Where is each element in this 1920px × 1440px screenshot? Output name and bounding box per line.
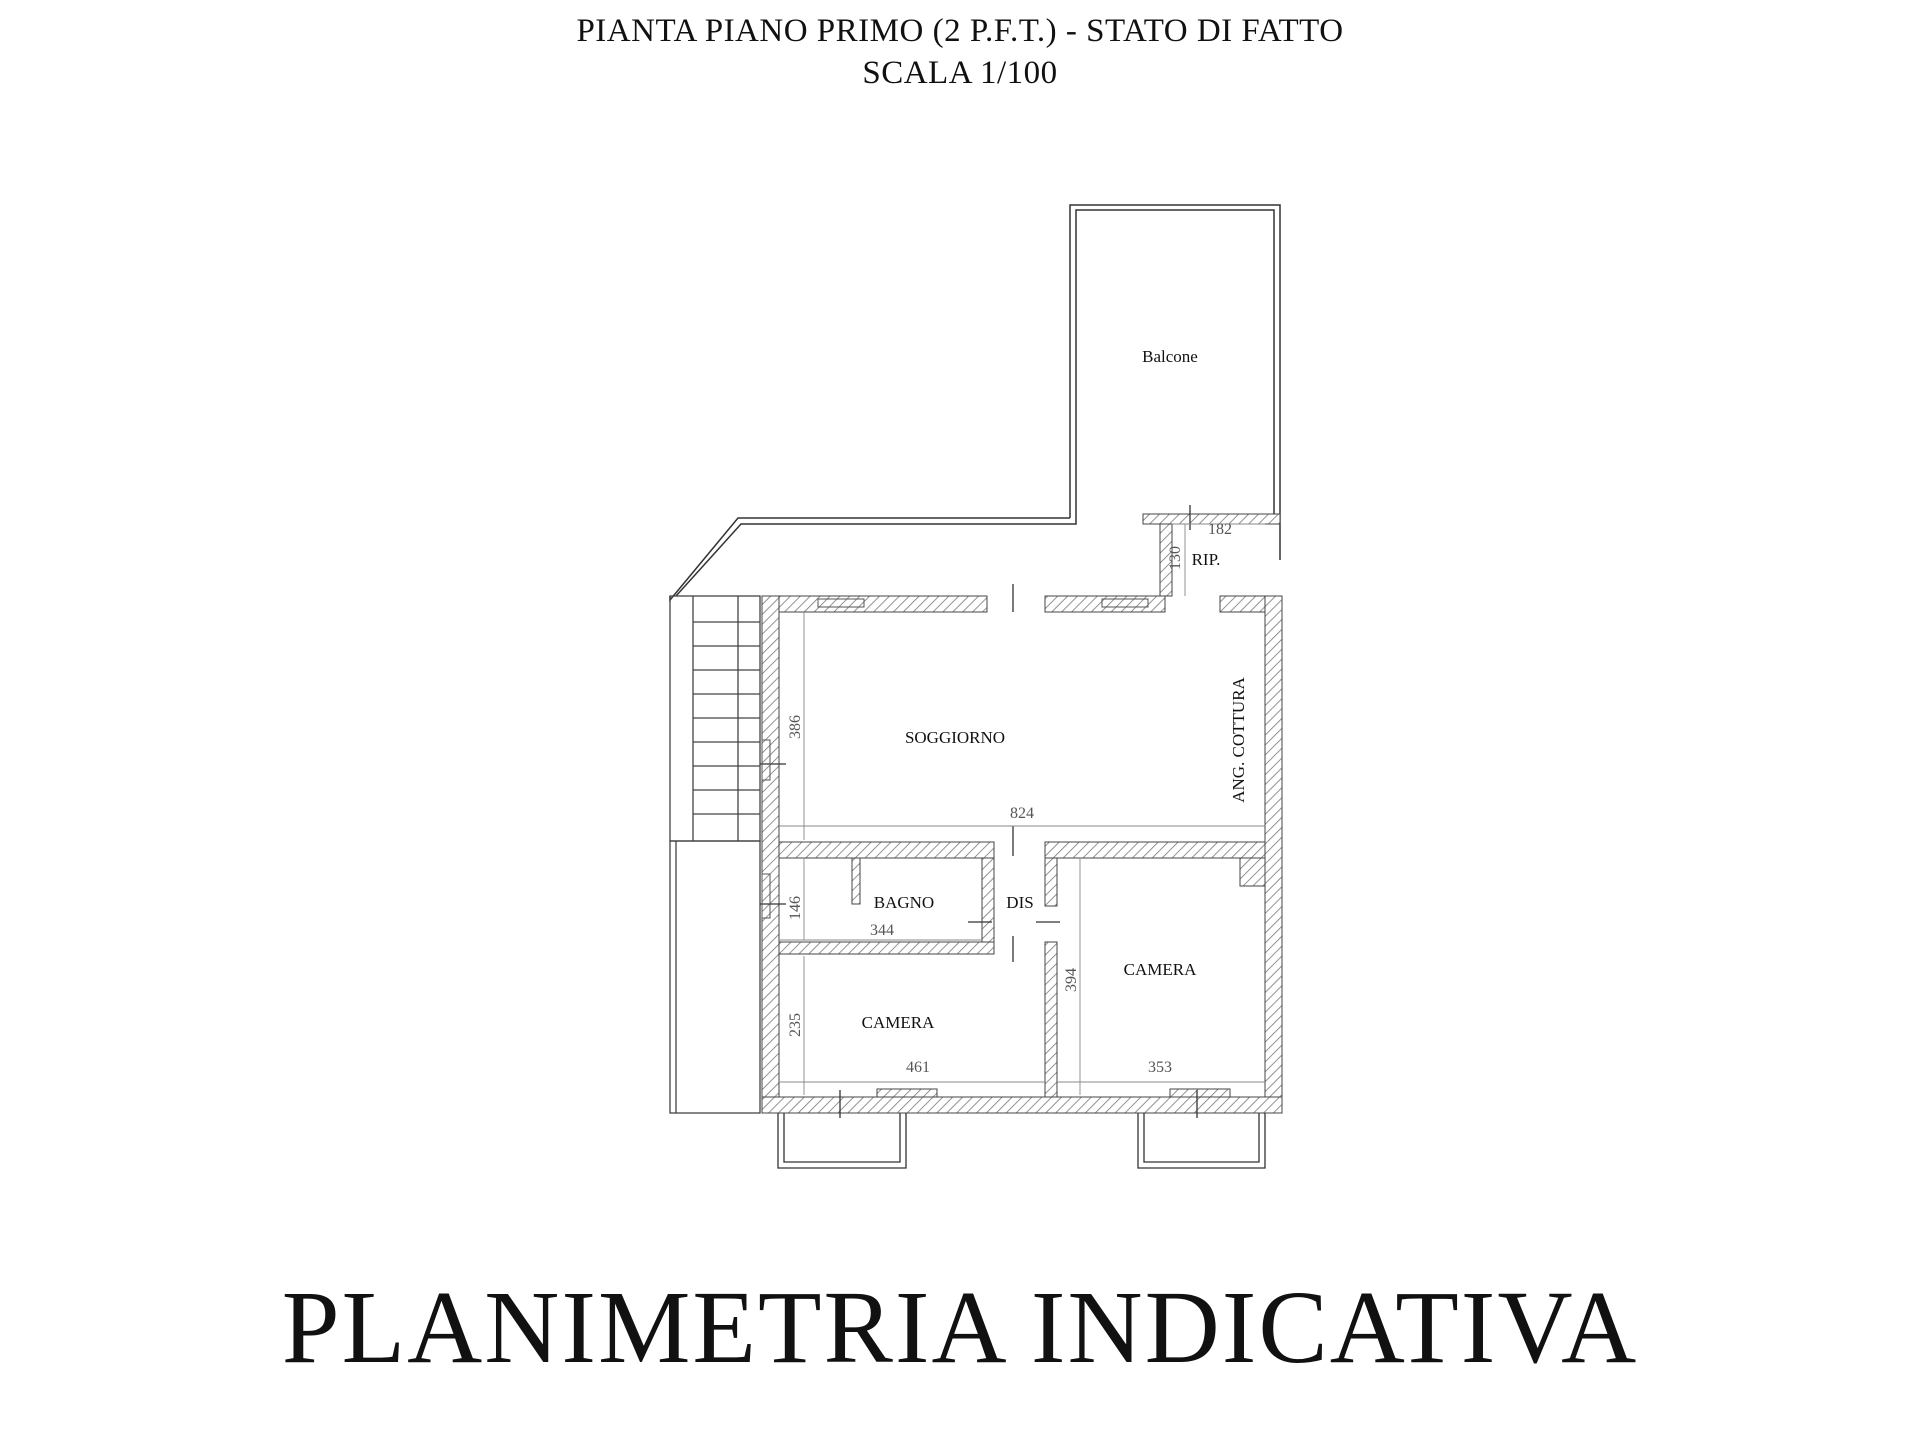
room-label-kitchen: ANG. COTTURA: [1229, 677, 1248, 803]
room-label-bedroom-right: CAMERA: [1123, 960, 1197, 979]
room-label-balcony: Balcone: [1142, 347, 1198, 366]
dim-bed-right-depth: 394: [1063, 968, 1080, 992]
footer-title: PLANIMETRIA INDICATIVA: [281, 1270, 1639, 1385]
staircase: [670, 596, 760, 1113]
dim-bed-left-width: 461: [906, 1059, 930, 1076]
room-label-bath: BAGNO: [873, 893, 935, 912]
drawing-title: PIANTA PIANO PRIMO (2 P.F.T.) - STATO DI FATTO: [576, 13, 1344, 49]
front-balconies: [778, 1113, 1265, 1168]
balcony-outline: [670, 205, 1280, 600]
room-label-living: SOGGIORNO: [904, 728, 1006, 747]
room-label-storage: RIP.: [1191, 550, 1221, 569]
dim-living-depth: 386: [787, 715, 804, 739]
fixtures: [762, 599, 1148, 918]
dim-bath-depth: 146: [787, 896, 804, 920]
dim-rip-depth: 130: [1167, 546, 1184, 570]
room-label-hall: DIS: [1006, 893, 1034, 912]
dim-rip-width: 182: [1208, 521, 1232, 538]
dim-bed-right-width: 353: [1148, 1059, 1172, 1076]
dim-bed-left-depth: 235: [787, 1013, 804, 1037]
room-label-bedroom-left: CAMERA: [861, 1013, 935, 1032]
dim-bath-width: 344: [870, 922, 894, 939]
dim-living-width: 824: [1010, 805, 1034, 822]
drawing-scale: SCALA 1/100: [862, 55, 1058, 91]
